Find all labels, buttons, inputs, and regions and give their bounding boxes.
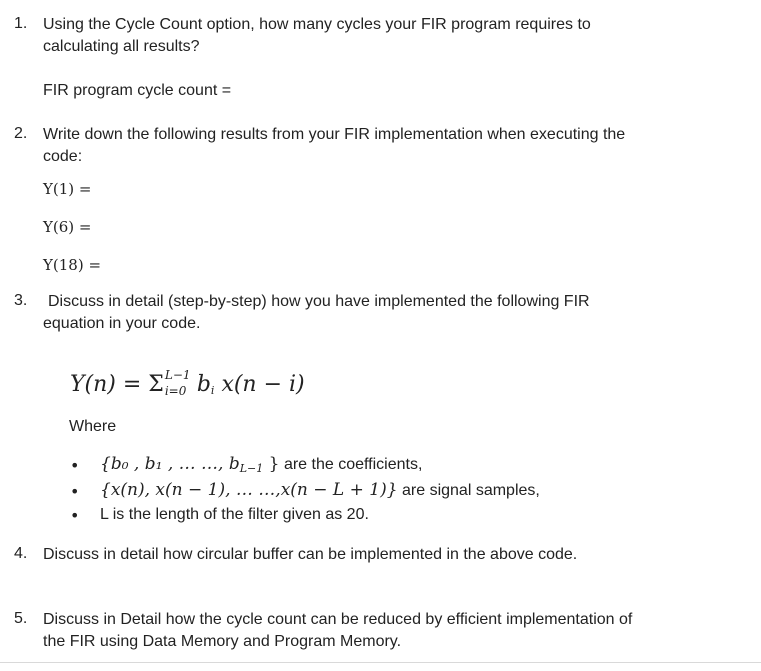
q2-y18-label: Y(18) = (43, 256, 102, 274)
bullet2-text: are signal samples, (397, 482, 540, 499)
page-bottom-divider (0, 662, 761, 663)
q2-y6-label: Y(6) = (43, 218, 92, 236)
q5-number: 5. (14, 610, 28, 627)
q2-y1-label: Y(1) = (43, 180, 92, 198)
bullet1-sub: L−1 (239, 462, 264, 475)
q1-text-line2: calculating all results? (43, 38, 200, 55)
q1-number: 1. (14, 15, 28, 32)
bullet-dot: • (70, 456, 80, 475)
where-label: Where (69, 418, 117, 435)
bullet-coefficients (100, 454, 422, 475)
equation-b-sub: i (210, 384, 215, 397)
bullet1-close: } (263, 454, 280, 474)
equation-x: x(n − i) (214, 372, 305, 397)
bullet-samples (100, 480, 540, 500)
bullet-dot: • (70, 482, 80, 501)
q1-answer-label: FIR program cycle count = (43, 82, 232, 99)
q2-number: 2. (14, 125, 28, 142)
q3-text-line1: Discuss in detail (step-by-step) how you have implemented the following FIR (48, 293, 590, 310)
q5-text-line1: Discuss in Detail how the cycle count can be reduced by efficient implementation of (43, 611, 633, 628)
equation-sub: i=0 (164, 384, 187, 398)
q3-text-line2: equation in your code. (43, 315, 201, 332)
fir-equation (70, 368, 305, 398)
equation-sum: Σ (148, 372, 164, 397)
bullet-length: L is the length of the filter given as 20. (100, 506, 369, 523)
q2-text-line2: code: (43, 148, 83, 165)
bullet2-math: {x(n), x(n − 1), … …,x(n − L + 1)} (100, 480, 398, 500)
equation-lhs: Y(n) = (70, 372, 149, 397)
equation-b: b (189, 372, 211, 397)
bullet1-math: {b₀ , b₁ , … …, b (100, 454, 240, 474)
equation-sup: L−1 (164, 368, 191, 382)
q4-text-line1: Discuss in detail how circular buffer can be implemented in the above code. (43, 546, 578, 563)
q4-number: 4. (14, 545, 28, 562)
q1-text-line1: Using the Cycle Count option, how many cycles your FIR program requires to (43, 16, 591, 33)
bullet-dot: • (70, 506, 80, 525)
q5-text-line2: the FIR using Data Memory and Program Memory. (43, 633, 402, 650)
q3-number: 3. (14, 292, 28, 309)
q2-text-line1: Write down the following results from your FIR implementation when executing the (43, 126, 626, 143)
bullet1-text: are the coefficients, (279, 456, 423, 473)
